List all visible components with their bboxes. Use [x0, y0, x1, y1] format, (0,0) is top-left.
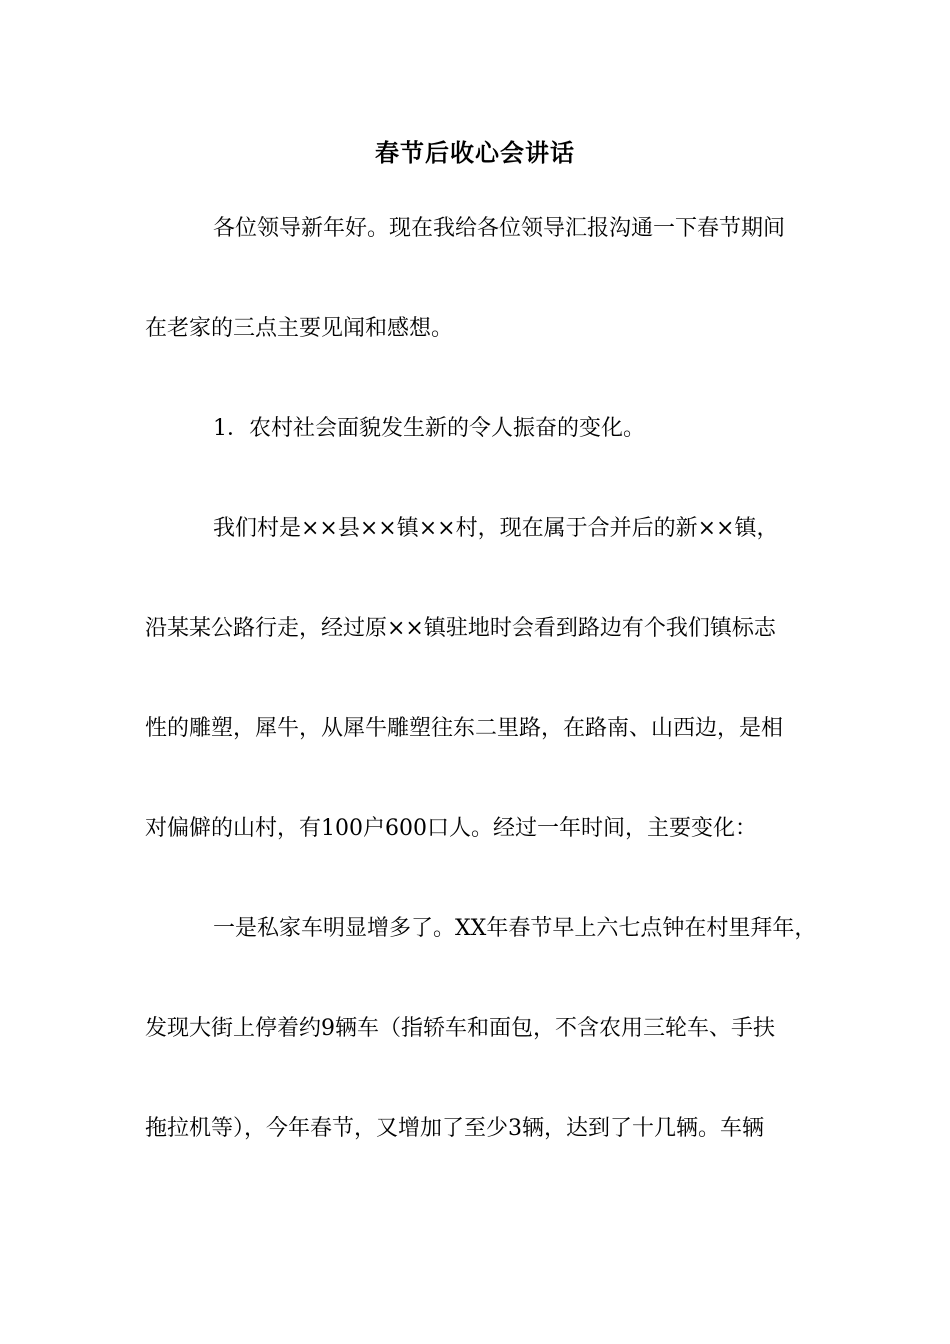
paragraph-line: 沿某某公路行走，经过原××镇驻地时会看到路边有个我们镇标志	[145, 616, 776, 641]
paragraph-line: 各位领导新年好。现在我给各位领导汇报沟通一下春节期间	[213, 216, 786, 241]
paragraph-line: 性的雕塑，犀牛，从犀牛雕塑往东二里路，在路南、山西边，是相	[145, 716, 784, 741]
paragraph-line: 对偏僻的山村，有100户600口人。经过一年时间，主要变化：	[145, 816, 757, 841]
paragraph-line: 我们村是××县××镇××村，现在属于合并后的新××镇，	[213, 516, 779, 541]
paragraph-line: 1．农村社会面貌发生新的令人振奋的变化。	[213, 416, 645, 441]
paragraph-line: 一是私家车明显增多了。XX年春节早上六七点钟在村里拜年，	[213, 916, 817, 941]
document-title: 春节后收心会讲话	[375, 138, 575, 167]
paragraph-line: 拖拉机等），今年春节，又增加了至少3辆，达到了十几辆。车辆	[145, 1116, 764, 1141]
paragraph-line: 发现大街上停着约9辆车（指轿车和面包，不含农用三轮车、手扶	[145, 1016, 775, 1041]
paragraph-line: 在老家的三点主要见闻和感想。	[145, 316, 454, 341]
